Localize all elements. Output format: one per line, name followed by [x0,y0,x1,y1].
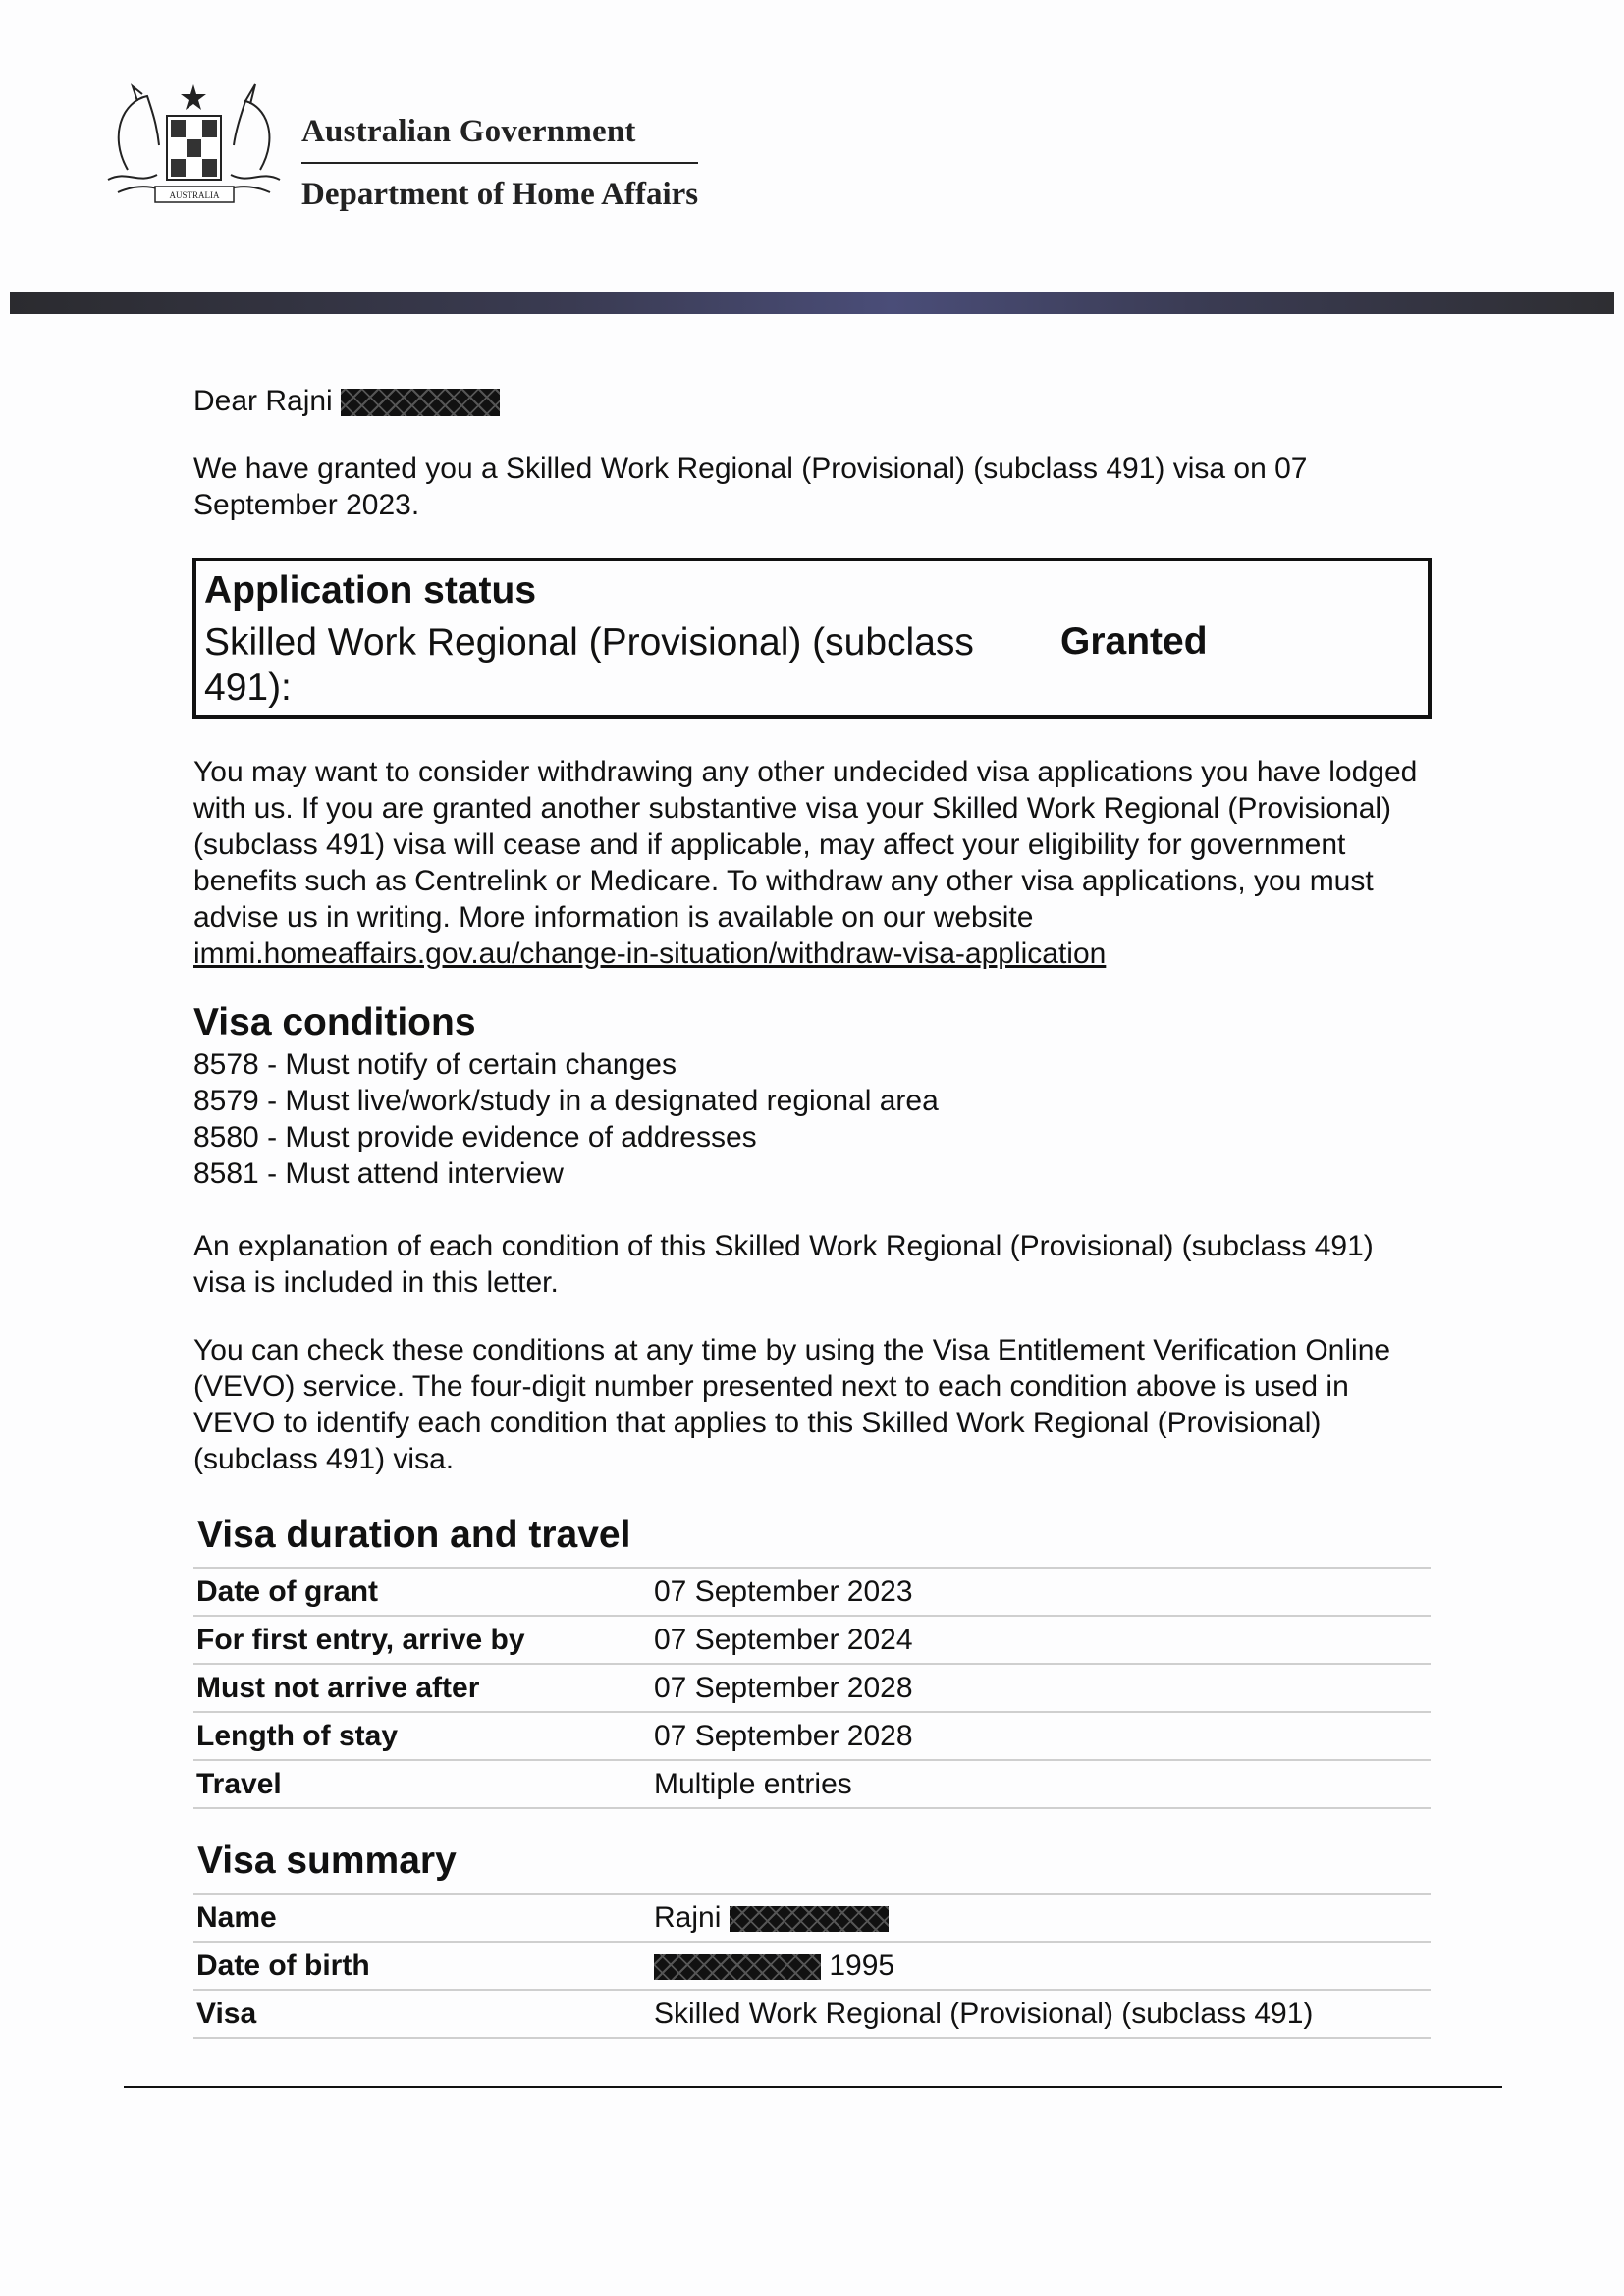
row-label: Length of stay [193,1712,651,1760]
letter-body [193,383,1431,523]
row-label: Date of birth [193,1942,651,1990]
row-label: Name [193,1894,651,1942]
vevo-text: You can check these conditions at any time by using the Visa Entitlement Verification Online (VEVO) service. The four-digit number presented next to each condition above is used in VEVO to identify each condition that applies to this Skilled Work Regional (Provisional) (subclass 491) visa. [193,1334,1391,1475]
withdraw-section [193,754,1431,972]
footer-divider [124,2086,1502,2088]
summary-heading: Visa summary [197,1840,457,1882]
status-value: Granted [1060,620,1208,663]
condition-item: 8580 - Must provide evidence of addresses [193,1121,757,1153]
row-value: Skilled Work Regional (Provisional) (subclass 491) [651,1990,1431,2038]
conditions-heading: Visa conditions [193,1001,476,1043]
withdraw-link[interactable]: immi.homeaffairs.gov.au/change-in-situation/withdraw-visa-application [193,937,1107,970]
duration-heading: Visa duration and travel [197,1514,631,1556]
duration-table [193,1567,1431,1809]
table-row [193,1760,1431,1808]
org-divider [301,162,698,164]
row-label: Travel [193,1760,651,1808]
table-row [193,1990,1431,2038]
row-value: 1995 [651,1942,1431,1990]
table-row [193,1712,1431,1760]
application-status-box [192,558,1432,719]
status-label: Skilled Work Regional (Provisional) (subclass 491): [204,621,974,709]
table-row [193,1942,1431,1990]
row-label: Date of grant [193,1568,651,1616]
condition-item: 8578 - Must notify of certain changes [193,1048,677,1081]
row-value: 07 September 2024 [651,1616,1431,1664]
withdraw-text: You may want to consider withdrawing any other undecided visa applications you have lodged with us. If you are granted another substantive visa your Skilled Work Regional (Provisional) (subclass 491) visa will cease and if applicable, may affect your eligibility for government benefits such as Centrelink or Medicare. To withdraw any other visa applications, you must advise us in writing. More information is available on our website immi.homeaffairs.gov.au/change-in-situation/withdraw-visa-application [193,756,1418,970]
department-name: Department of Home Affairs [301,177,699,212]
letterhead [0,0,1624,324]
row-value: Rajni [651,1894,1431,1942]
table-row [193,1664,1431,1712]
org-name: Australian Government [301,114,636,149]
table-row [193,1616,1431,1664]
greeting: Dear Rajni [193,383,1431,419]
redacted-surname [341,389,500,416]
row-value: 07 September 2023 [651,1568,1431,1616]
row-value: Multiple entries [651,1760,1431,1808]
conditions-list [193,1046,1431,1477]
row-value: 07 September 2028 [651,1664,1431,1712]
table-row [193,1568,1431,1616]
row-label: For first entry, arrive by [193,1616,651,1664]
row-value: 07 September 2028 [651,1712,1431,1760]
condition-item: 8581 - Must attend interview [193,1157,564,1190]
coat-of-arms-icon [98,77,290,219]
status-title: Application status [204,569,537,612]
header-band [10,292,1614,314]
condition-item: 8579 - Must live/work/study in a designated regional area [193,1085,939,1117]
redacted-surname [730,1906,889,1932]
row-label: Visa [193,1990,651,2038]
table-row [193,1894,1431,1942]
redacted-birth-date [654,1954,821,1980]
svg-text:AUSTRALIA: AUSTRALIA [169,190,220,200]
grant-statement: We have granted you a Skilled Work Regional (Provisional) (subclass 491) visa on 07 September 2023. [193,453,1308,521]
summary-table [193,1893,1431,2039]
row-label: Must not arrive after [193,1664,651,1712]
conditions-explanation: An explanation of each condition of this Skilled Work Regional (Provisional) (subclass 491) visa is included in this letter. [193,1230,1374,1299]
